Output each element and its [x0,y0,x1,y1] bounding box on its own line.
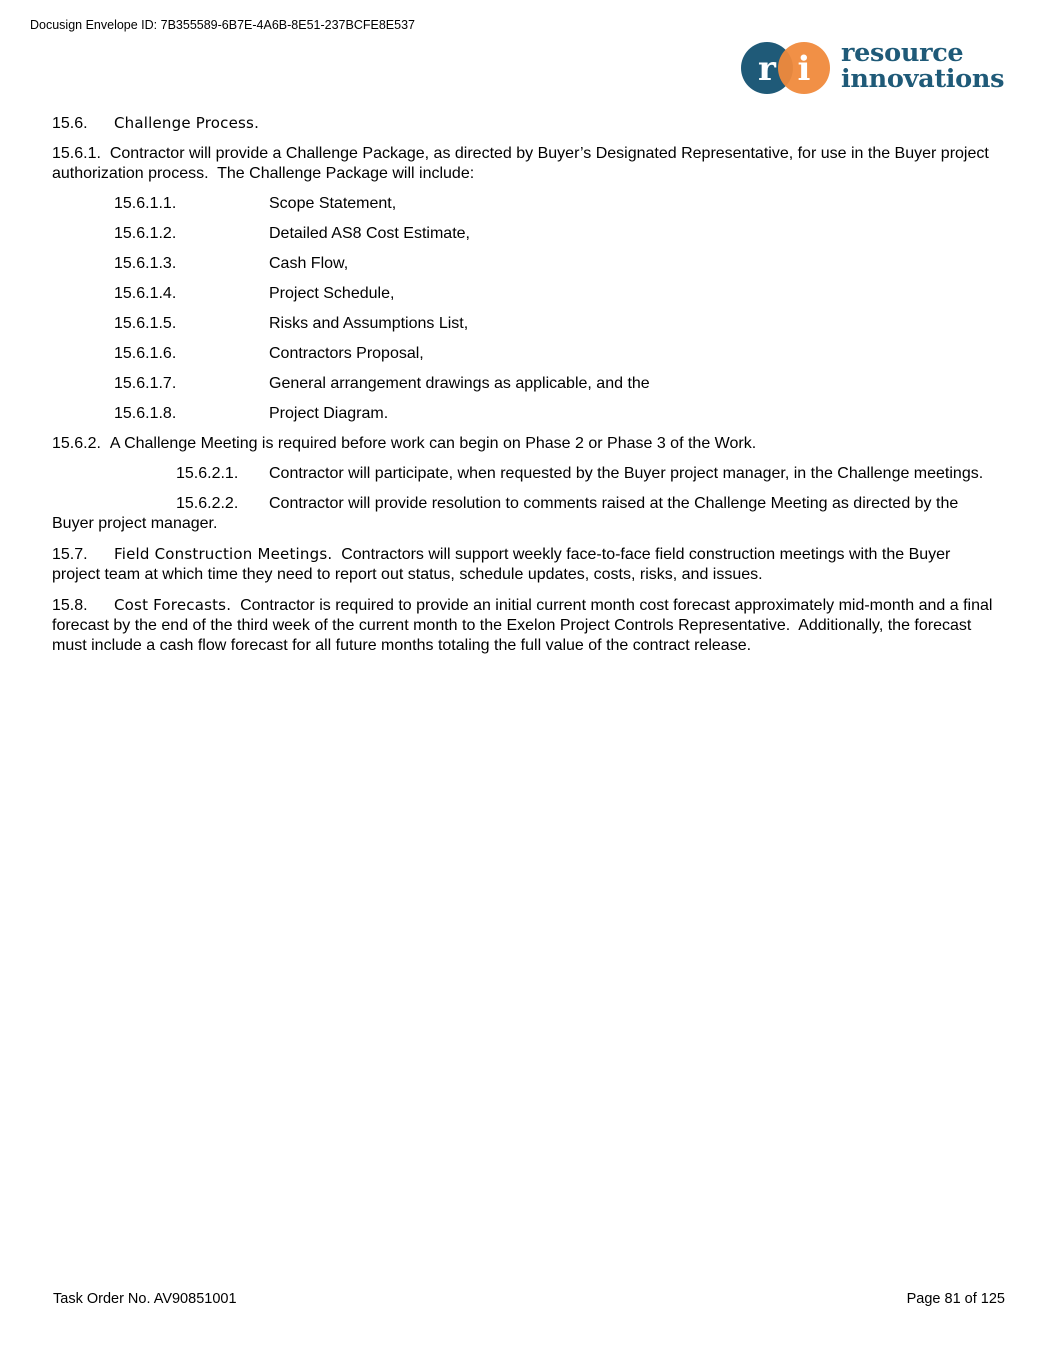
section-text: A Challenge Meeting is required before work can begin on Phase 2 or Phase 3 of the Work. [109,435,757,452]
section-number: 15.6.2.2. [176,495,239,512]
item-number: 15.6.1.4. [114,285,177,302]
list-item [114,374,1002,394]
section-text: Contractor is required to provide an initial current month cost forecast approximately mid-month and a final forecast by the end of the third week of the current month to the Exelon Project Controls Representative. Additionally, the forecast must include a cash flow forecast for all future months totaling the full value of the contract release. [52,597,993,654]
section-number: 15.8. [52,597,88,614]
item-text: Risks and Assumptions List, [269,315,469,332]
item-text: General arrangement drawings as applicable, and the [269,375,650,392]
page-number: Page 81 of 125 [906,1291,1005,1307]
list-item [114,314,1002,334]
list-item [114,344,1002,364]
section-number: 15.7. [52,546,88,563]
item-number: 15.6.1.8. [114,405,177,422]
section-number: 15.6.1. [52,145,101,162]
document-body [52,113,1002,666]
item-number: 15.6.1.3. [114,255,177,272]
task-order-number: Task Order No. AV90851001 [53,1291,237,1307]
section-15-7 [52,544,1002,585]
logo-letter-i: i [797,49,811,89]
section-15-6-2-1 [52,464,1002,484]
section-number: 15.6. [52,115,88,132]
section-15-6-1 [52,144,1002,184]
envelope-id: Docusign Envelope ID: 7B355589-6B7E-4A6B-8E51-237BCFE8E537 [30,18,415,32]
section-title: Cost Forecasts. [114,596,232,614]
list-item [114,284,1002,304]
logo-mark-icon [740,40,832,96]
item-text: Cash Flow, [269,255,349,272]
section-15-6-2-2 [52,494,1002,534]
item-number: 15.6.1.7. [114,375,177,392]
section-number: 15.6.2. [52,435,101,452]
section-text: Contractor will provide a Challenge Package, as directed by Buyer’s Designated Representative, for use in the Buyer project authorization process. The Challenge Package will include: [52,145,989,182]
section-title: Field Construction Meetings. [114,545,333,563]
list-item [114,194,1002,214]
section-number: 15.6.2.1. [176,465,239,482]
section-15-6-heading [52,113,1002,134]
list-item [114,254,1002,274]
item-number: 15.6.1.2. [114,225,177,242]
logo-line-1: resource [841,38,964,68]
list-item [114,404,1002,424]
section-text: Contractor will participate, when requested by the Buyer project manager, in the Challenge meetings. [269,465,984,482]
item-text: Detailed AS8 Cost Estimate, [269,225,470,242]
item-text: Scope Statement, [269,195,397,212]
logo-letter-r: r [758,49,776,89]
section-text: Contractor will provide resolution to comments raised at the Challenge Meeting as directed by the Buyer project manager. [52,495,959,532]
item-text: Contractors Proposal, [269,345,424,362]
item-number: 15.6.1.1. [114,195,177,212]
item-number: 15.6.1.5. [114,315,177,332]
section-15-8 [52,595,1002,656]
section-text: Contractors will support weekly face-to-face field construction meetings with the Buyer project team at which time they need to report out status, schedule updates, costs, risks, and issues. [52,546,951,583]
item-text: Project Schedule, [269,285,395,302]
item-text: Project Diagram. [269,405,389,422]
section-15-6-2 [52,434,1002,454]
item-number: 15.6.1.6. [114,345,177,362]
list-item [114,224,1002,244]
section-title: Challenge Process. [114,114,260,132]
company-logo [740,40,1010,98]
logo-wordmark [841,40,1004,92]
logo-line-2: innovations [841,64,1005,94]
